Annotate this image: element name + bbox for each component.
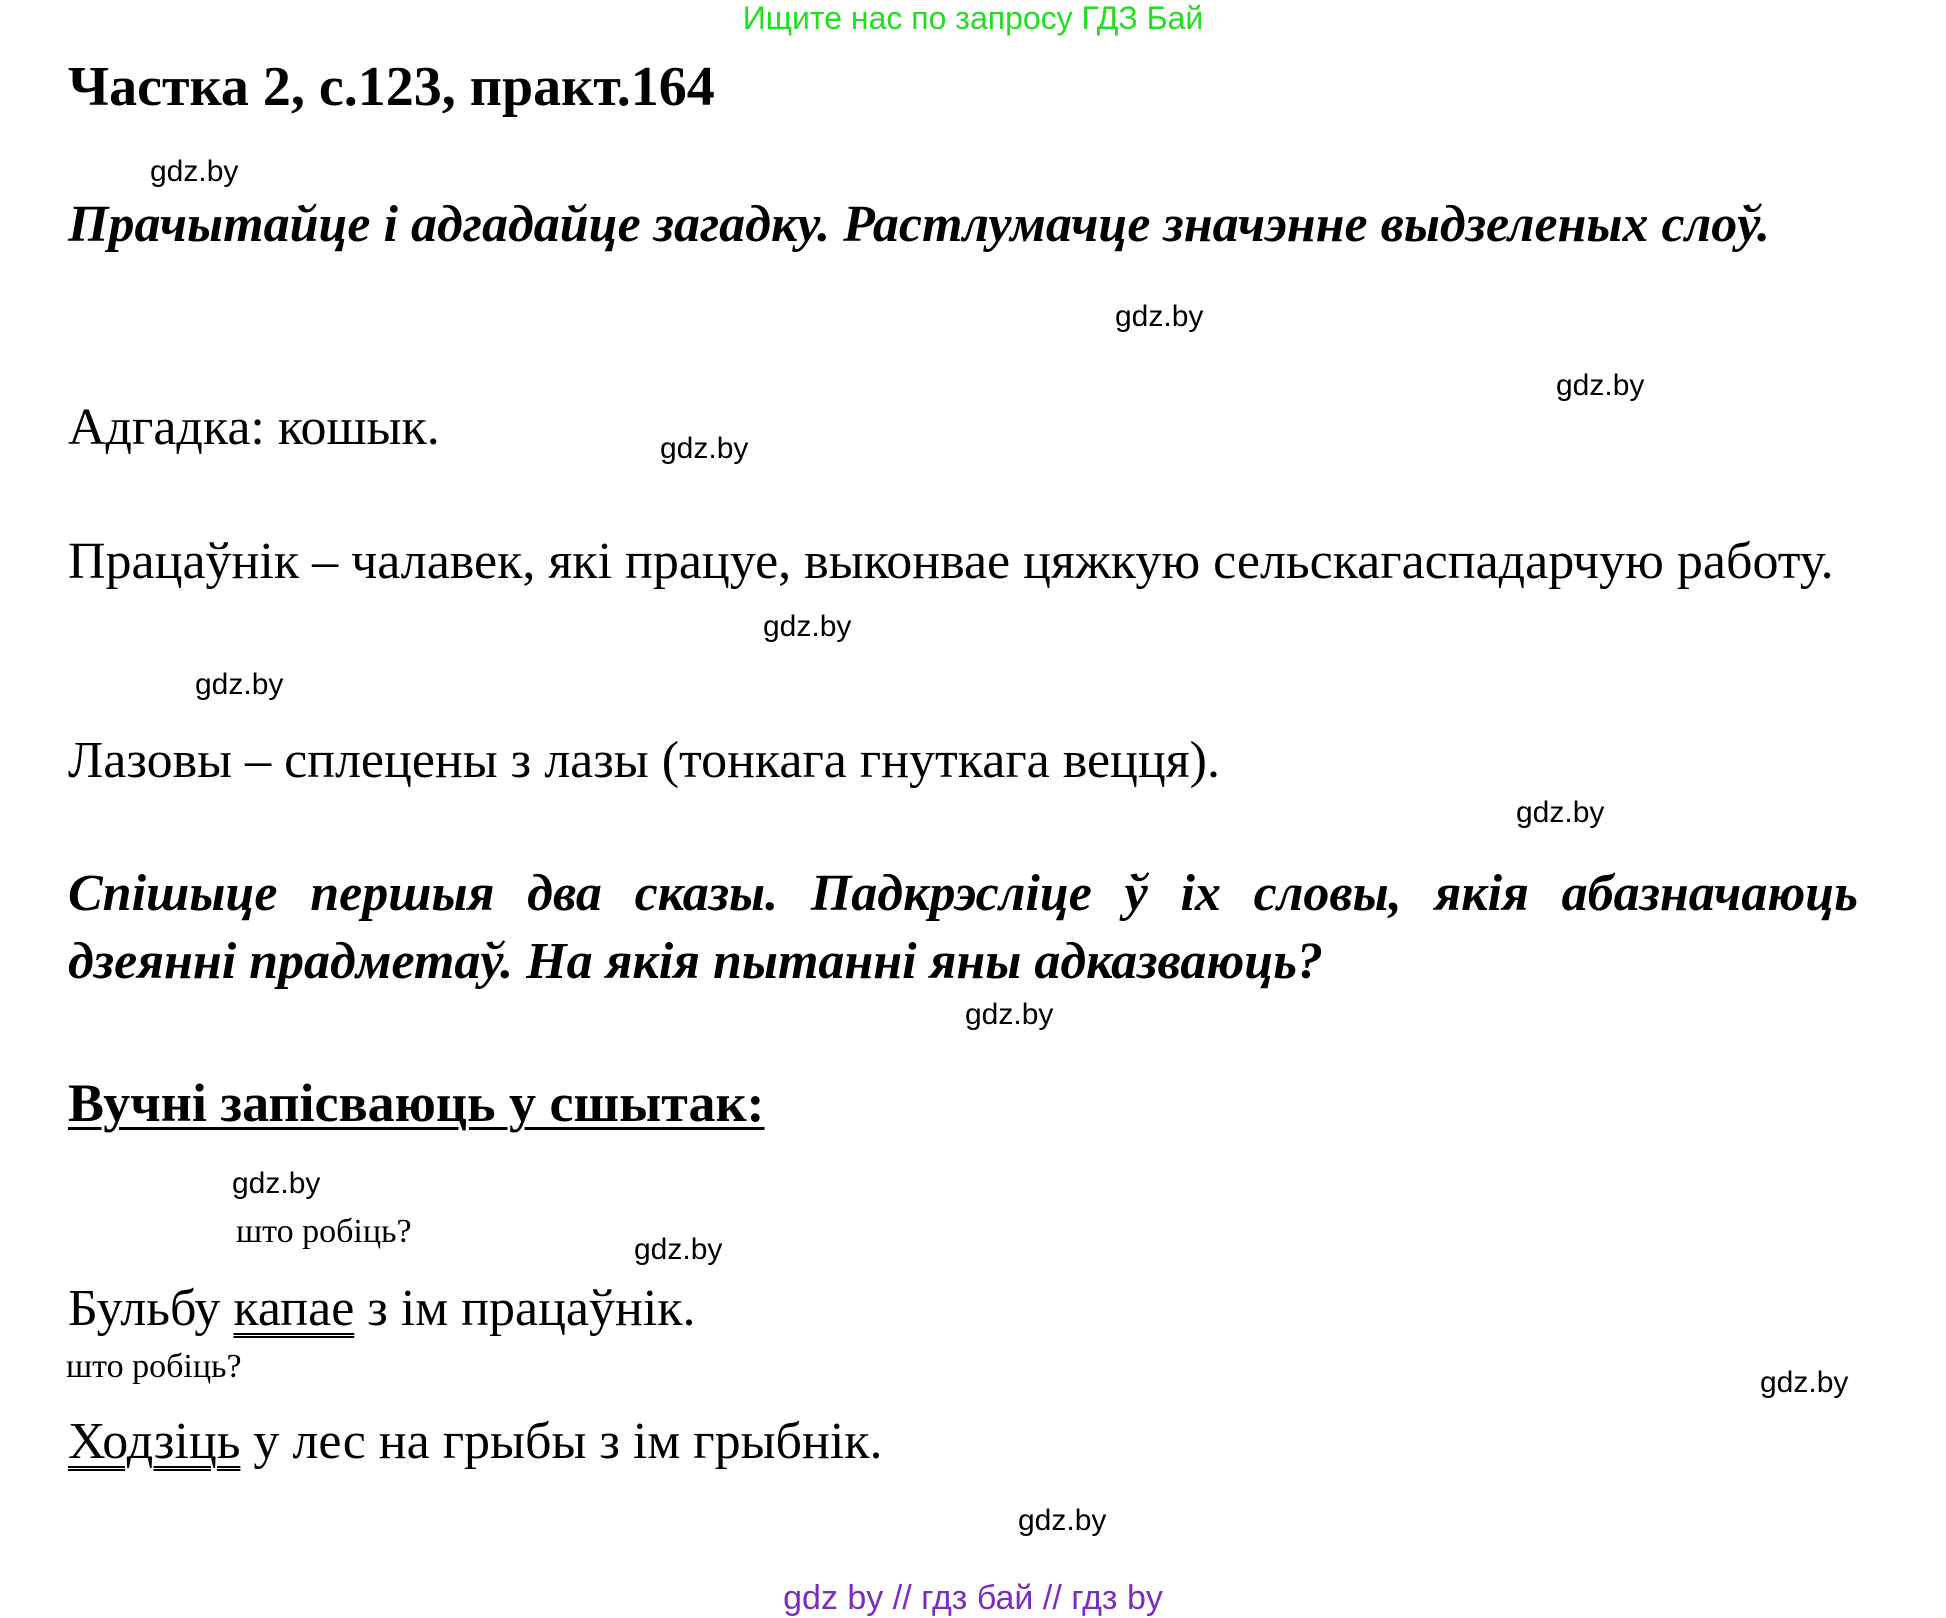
definition-lazovy: Лазовы – сплецены з лазы (тонкага гнуткага вецця). bbox=[68, 732, 1220, 789]
footer-links: gdz by // гдз бай // гдз by bbox=[783, 1579, 1163, 1617]
sentence-2-end: у лес на грыбы з ім грыбнік. bbox=[240, 1413, 883, 1470]
riddle-answer: Адгадка: кошык. bbox=[68, 399, 440, 456]
watermark: gdz.by bbox=[150, 155, 239, 188]
watermark: gdz.by bbox=[1556, 369, 1645, 402]
definition-pratsaunik: Працаўнік – чалавек, які працуе, выконвае цяжкую сельскагаспадарчую работу. bbox=[68, 533, 1834, 590]
question-note-2: што робіць? bbox=[66, 1348, 242, 1385]
watermark: gdz.by bbox=[1115, 300, 1204, 333]
watermark: gdz.by bbox=[195, 668, 284, 701]
task-instruction-1: Прачытайце і адгадайце загадку. Растлумачце значэнне выдзеленых слоў. bbox=[68, 196, 1771, 253]
question-note-1: што робіць? bbox=[236, 1213, 412, 1250]
task-instruction-2: Спішыце першыя два сказы. Падкрэсліце ў іх словы, якія абазначаюць дзеянні прадметаў. На якія пытанні яны адказваюць? bbox=[68, 865, 1858, 990]
watermark: gdz.by bbox=[232, 1167, 321, 1200]
watermark: gdz.by bbox=[660, 432, 749, 465]
notebook-subheading: Вучні запісваюць у сшытак: bbox=[68, 1073, 765, 1133]
sentence-1 bbox=[68, 1275, 696, 1343]
watermark: gdz.by bbox=[1760, 1366, 1849, 1399]
watermark: gdz.by bbox=[763, 610, 852, 643]
sentence-1-verb: капае bbox=[233, 1280, 355, 1337]
sentence-2 bbox=[68, 1408, 883, 1476]
page-heading: Частка 2, с.123, практ.164 bbox=[68, 56, 715, 118]
top-banner: Ищите нас по запросу ГДЗ Бай bbox=[742, 0, 1204, 36]
sentence-1-end: з ім працаўнік. bbox=[354, 1280, 696, 1337]
sentence-1-start: Бульбу bbox=[68, 1280, 234, 1337]
watermark: gdz.by bbox=[634, 1233, 723, 1266]
watermark: gdz.by bbox=[1018, 1504, 1107, 1537]
watermark: gdz.by bbox=[965, 998, 1054, 1031]
sentence-2-verb: Ходзіць bbox=[68, 1413, 241, 1470]
watermark: gdz.by bbox=[1516, 796, 1605, 829]
